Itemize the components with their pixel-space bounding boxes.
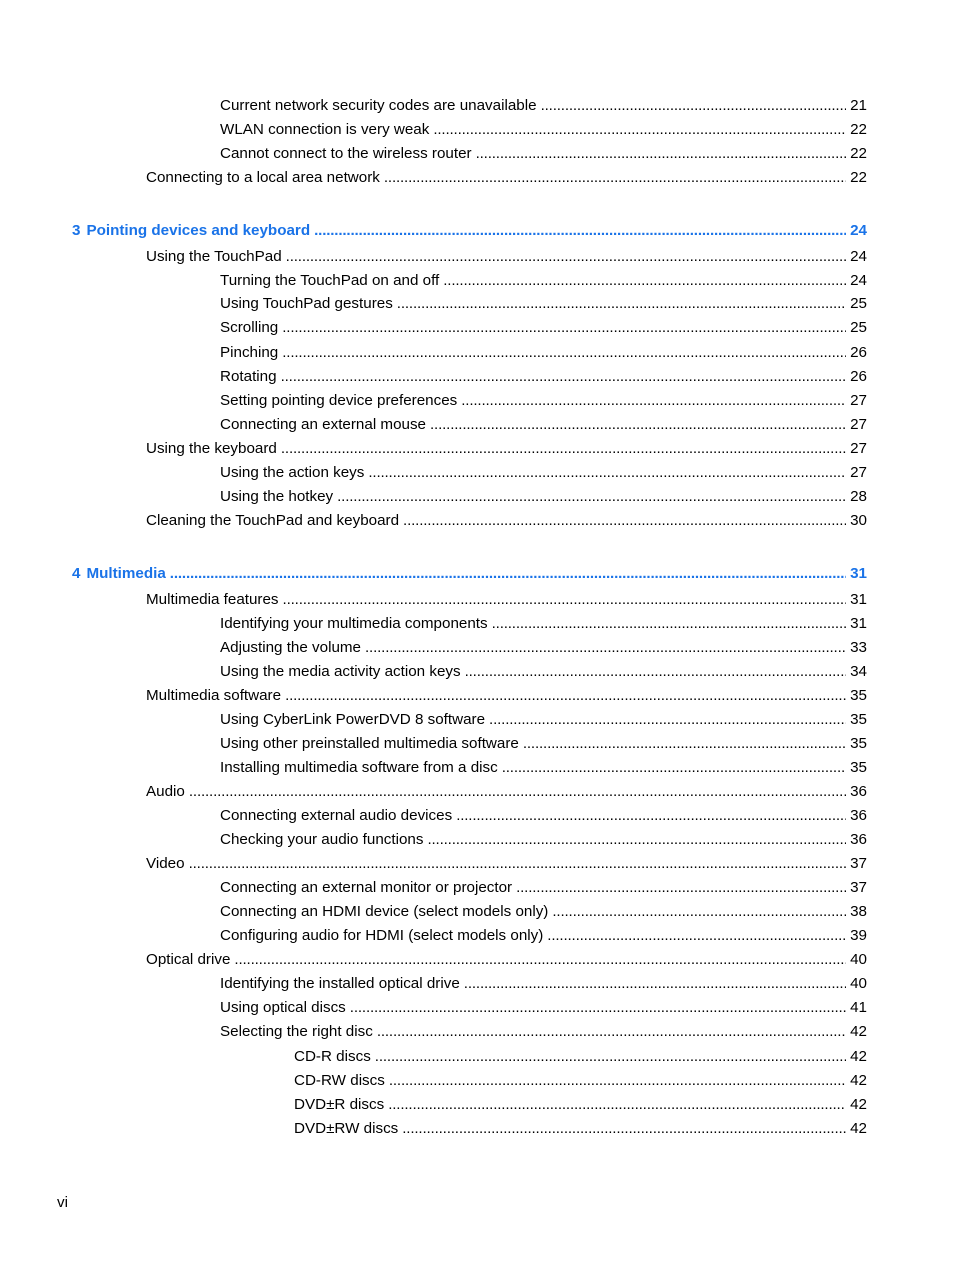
entry-page-number: 31 — [850, 615, 867, 632]
toc-entry[interactable] — [146, 949, 867, 971]
entry-page-number: 42 — [850, 1096, 867, 1113]
entry-page-number: 37 — [850, 879, 867, 896]
toc-entry[interactable] — [146, 167, 867, 189]
entry-page-number: 42 — [850, 1048, 867, 1065]
entry-page-number: 28 — [850, 488, 867, 505]
toc-entry[interactable] — [220, 1021, 867, 1043]
chapter-number: 3 — [72, 222, 81, 239]
entry-title: Checking your audio functions — [220, 831, 424, 848]
toc-entry[interactable] — [146, 438, 867, 460]
toc-entry[interactable] — [220, 366, 867, 388]
toc-entry[interactable] — [220, 805, 867, 827]
entry-page-number: 34 — [850, 663, 867, 680]
toc-entry[interactable] — [220, 342, 867, 364]
entry-page-number: 27 — [850, 464, 867, 481]
entry-title: Turning the TouchPad on and off — [220, 272, 440, 289]
toc-entry[interactable] — [294, 1118, 867, 1140]
toc-entry[interactable] — [220, 733, 867, 755]
entry-page-number: 22 — [850, 145, 867, 162]
chapter-number: 4 — [72, 565, 81, 582]
dot-leader — [234, 949, 846, 971]
entry-page-number: 26 — [850, 368, 867, 385]
dot-leader — [492, 613, 846, 635]
dot-leader — [285, 685, 846, 707]
dot-leader — [465, 661, 847, 683]
entry-title: Current network security codes are unavailable — [220, 97, 537, 114]
entry-page-number: 35 — [850, 735, 867, 752]
entry-title: Pinching — [220, 344, 279, 361]
dot-leader — [282, 342, 846, 364]
entry-title: Audio — [146, 783, 185, 800]
entry-title: Setting pointing device preferences — [220, 392, 458, 409]
entry-page-number: 42 — [850, 1120, 867, 1137]
entry-title: Multimedia features — [146, 591, 279, 608]
toc-entry[interactable] — [220, 925, 867, 947]
toc-entry[interactable] — [146, 246, 867, 268]
entry-title: Using optical discs — [220, 999, 346, 1016]
entry-title: DVD±RW discs — [294, 1120, 399, 1137]
dot-leader — [283, 589, 847, 611]
dot-leader — [384, 167, 846, 189]
entry-page-number: 41 — [850, 999, 867, 1016]
entry-page-number: 30 — [850, 512, 867, 529]
dot-leader — [502, 757, 846, 779]
dot-leader — [337, 486, 846, 508]
entry-title: Scrolling — [220, 319, 279, 336]
toc-entry[interactable] — [220, 613, 867, 635]
dot-leader — [489, 709, 846, 731]
entry-title: Connecting external audio devices — [220, 807, 453, 824]
dot-leader — [170, 563, 846, 585]
toc-entry[interactable] — [220, 390, 867, 412]
dot-leader — [464, 973, 846, 995]
entry-title: Identifying the installed optical drive — [220, 975, 460, 992]
dot-leader — [516, 877, 846, 899]
entry-title: Using the hotkey — [220, 488, 334, 505]
toc-entry[interactable] — [220, 119, 867, 141]
entry-page-number: 21 — [850, 97, 867, 114]
toc-entry[interactable] — [220, 901, 867, 923]
dot-leader — [281, 438, 846, 460]
dot-leader — [443, 270, 846, 292]
toc-chapter-entry[interactable] — [72, 563, 867, 585]
dot-leader — [523, 733, 846, 755]
dot-leader — [461, 390, 846, 412]
entry-page-number: 27 — [850, 416, 867, 433]
entry-title: Connecting an external mouse — [220, 416, 427, 433]
entry-title: Using the TouchPad — [146, 248, 282, 265]
entry-title: Rotating — [220, 368, 277, 385]
toc-entry[interactable] — [220, 997, 867, 1019]
toc-entry[interactable] — [220, 973, 867, 995]
toc-entry[interactable] — [220, 757, 867, 779]
dot-leader — [282, 317, 846, 339]
toc-entry[interactable] — [220, 270, 867, 292]
entry-page-number: 37 — [850, 855, 867, 872]
toc-entry[interactable] — [220, 414, 867, 436]
entry-page-number: 22 — [850, 169, 867, 186]
dot-leader — [389, 1070, 846, 1092]
entry-title: Using the action keys — [220, 464, 365, 481]
entry-page-number: 27 — [850, 440, 867, 457]
toc-entry[interactable] — [220, 829, 867, 851]
toc-entry[interactable] — [220, 317, 867, 339]
entry-title: Installing multimedia software from a disc — [220, 759, 498, 776]
dot-leader — [402, 1118, 846, 1140]
entry-title: CD-RW discs — [294, 1072, 385, 1089]
entry-title: Optical drive — [146, 951, 231, 968]
dot-leader — [286, 246, 846, 268]
entry-title: Multimedia software — [146, 687, 282, 704]
dot-leader — [388, 1094, 846, 1116]
entry-page-number: 24 — [850, 222, 867, 239]
entry-title: Connecting to a local area network — [146, 169, 380, 186]
dot-leader — [476, 143, 847, 165]
entry-title: Cannot connect to the wireless router — [220, 145, 472, 162]
dot-leader — [427, 829, 846, 851]
dot-leader — [403, 510, 846, 532]
entry-page-number: 40 — [850, 951, 867, 968]
entry-title: Using CyberLink PowerDVD 8 software — [220, 711, 486, 728]
toc-entry[interactable] — [220, 95, 867, 117]
entry-title: Selecting the right disc — [220, 1023, 373, 1040]
entry-page-number: 26 — [850, 344, 867, 361]
dot-leader — [433, 119, 846, 141]
entry-title: Video — [146, 855, 185, 872]
toc-entry[interactable] — [220, 462, 867, 484]
toc-entry[interactable] — [220, 143, 867, 165]
entry-title: Cleaning the TouchPad and keyboard — [146, 512, 400, 529]
entry-page-number: 40 — [850, 975, 867, 992]
toc-entry[interactable] — [294, 1094, 867, 1116]
dot-leader — [547, 925, 846, 947]
dot-leader — [541, 95, 847, 117]
toc-entry[interactable] — [220, 637, 867, 659]
toc-entry[interactable] — [146, 685, 867, 707]
entry-title: Identifying your multimedia components — [220, 615, 488, 632]
entry-page-number: 36 — [850, 831, 867, 848]
toc-entry[interactable] — [220, 486, 867, 508]
dot-leader — [552, 901, 846, 923]
entry-page-number: 36 — [850, 783, 867, 800]
toc-entry[interactable] — [220, 293, 867, 315]
entry-title: Adjusting the volume — [220, 639, 361, 656]
toc-entry[interactable] — [220, 709, 867, 731]
dot-leader — [365, 637, 846, 659]
entry-page-number: 25 — [850, 319, 867, 336]
entry-title: CD-R discs — [294, 1048, 371, 1065]
entry-page-number: 35 — [850, 687, 867, 704]
entry-page-number: 24 — [850, 248, 867, 265]
toc-entry[interactable] — [146, 510, 867, 532]
entry-title: Using the keyboard — [146, 440, 277, 457]
toc-entry[interactable] — [220, 877, 867, 899]
toc-entry[interactable] — [220, 661, 867, 683]
entry-title: Configuring audio for HDMI (select models only) — [220, 927, 544, 944]
dot-leader — [377, 1021, 846, 1043]
entry-page-number: 35 — [850, 711, 867, 728]
entry-title: Using TouchPad gestures — [220, 295, 393, 312]
entry-title: Pointing devices and keyboard — [86, 222, 311, 239]
dot-leader — [189, 781, 846, 803]
dot-leader — [189, 853, 847, 875]
dot-leader — [314, 220, 846, 242]
entry-title: Connecting an external monitor or projector — [220, 879, 513, 896]
toc-chapter-entry[interactable] — [72, 220, 867, 242]
dot-leader — [281, 366, 847, 388]
entry-title: Using the media activity action keys — [220, 663, 461, 680]
entry-page-number: 31 — [850, 591, 867, 608]
entry-page-number: 22 — [850, 121, 867, 138]
entry-page-number: 42 — [850, 1023, 867, 1040]
dot-leader — [368, 462, 846, 484]
dot-leader — [350, 997, 846, 1019]
dot-leader — [430, 414, 846, 436]
entry-title: Using other preinstalled multimedia software — [220, 735, 519, 752]
entry-page-number: 33 — [850, 639, 867, 656]
entry-title: Multimedia — [86, 565, 166, 582]
entry-page-number: 27 — [850, 392, 867, 409]
dot-leader — [397, 293, 846, 315]
entry-page-number: 35 — [850, 759, 867, 776]
entry-page-number: 39 — [850, 927, 867, 944]
entry-page-number: 24 — [850, 272, 867, 289]
dot-leader — [375, 1046, 846, 1068]
toc-entry[interactable] — [294, 1070, 867, 1092]
entry-page-number: 38 — [850, 903, 867, 920]
entry-title: WLAN connection is very weak — [220, 121, 430, 138]
toc-entry[interactable] — [146, 589, 867, 611]
entry-page-number: 31 — [850, 565, 867, 582]
entry-title: Connecting an HDMI device (select models only) — [220, 903, 549, 920]
entry-page-number: 25 — [850, 295, 867, 312]
toc-entry[interactable] — [294, 1046, 867, 1068]
dot-leader — [456, 805, 846, 827]
toc-entry[interactable] — [146, 781, 867, 803]
entry-page-number: 42 — [850, 1072, 867, 1089]
page-number: vi — [57, 1194, 68, 1211]
entry-title: DVD±R discs — [294, 1096, 385, 1113]
entry-page-number: 36 — [850, 807, 867, 824]
toc-entry[interactable] — [146, 853, 867, 875]
